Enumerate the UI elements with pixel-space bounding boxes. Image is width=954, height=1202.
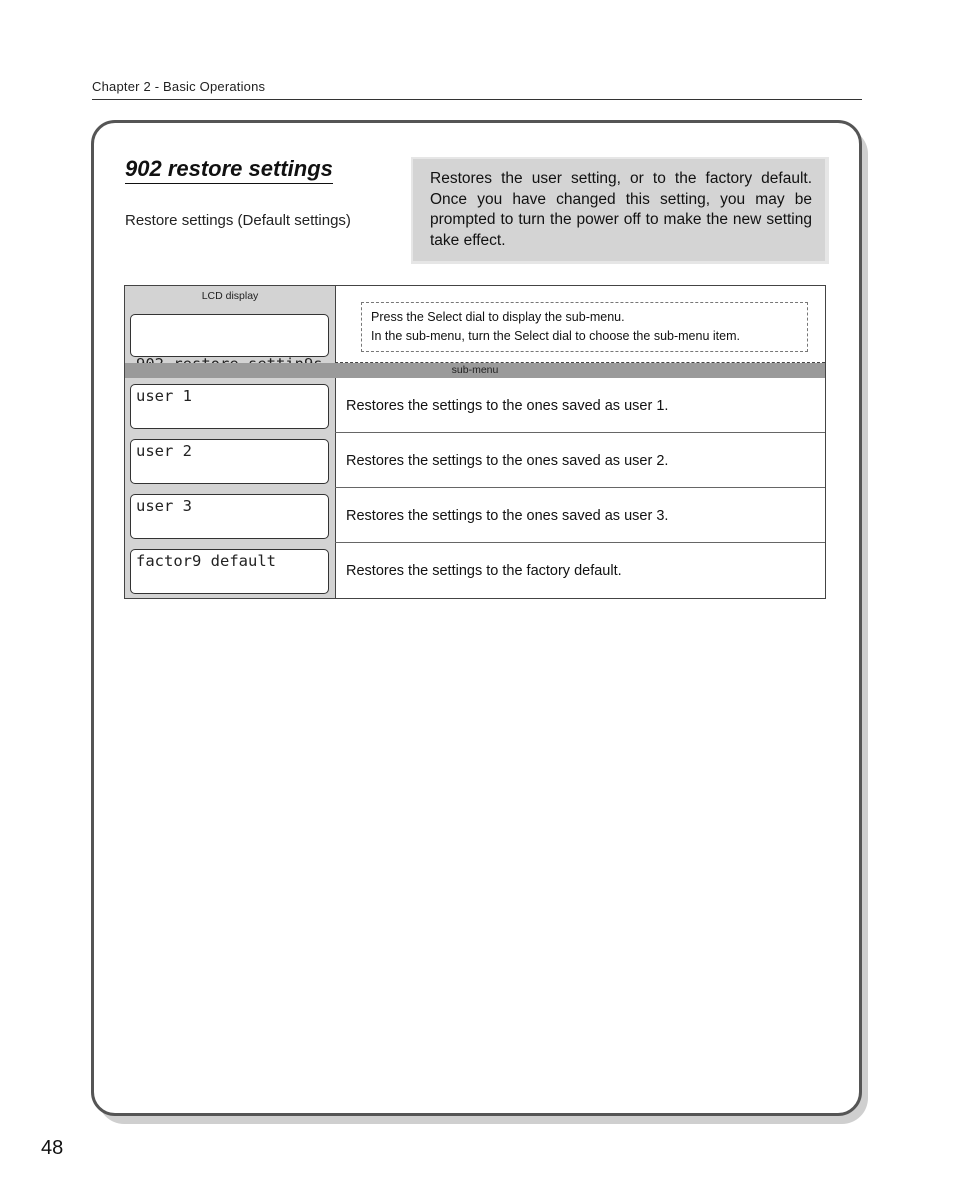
row-description: Restores the settings to the ones saved as user 2. <box>346 452 669 469</box>
page-number: 48 <box>41 1137 64 1159</box>
instruction-box <box>361 302 808 352</box>
submenu-row-user-2 <box>125 433 825 488</box>
lcd-caption: LCD display <box>201 290 259 302</box>
lcd-screen-factory-default: factor9 default <box>130 549 329 594</box>
row-description: Restores the settings to the factory default. <box>346 562 622 579</box>
row-description: Restores the settings to the ones saved as user 3. <box>346 507 669 524</box>
submenu-row-user-1 <box>125 378 825 433</box>
description-box: Restores the user setting, or to the factory default. Once you have changed this setting, you may be prompted to turn the power off to make the new setting take effect. <box>413 159 825 261</box>
submenu-row-user-3 <box>125 488 825 543</box>
content-frame <box>91 120 862 1116</box>
lcd-screen-user-3: user 3 <box>130 494 329 539</box>
section-subtitle: Restore settings (Default settings) <box>125 212 351 229</box>
header-divider <box>92 99 862 100</box>
submenu-row-factory-default <box>125 543 825 598</box>
section-title: 902 restore settings <box>125 156 333 184</box>
lcd-screen-main <box>130 314 329 357</box>
lcd-screen-user-1: user 1 <box>130 384 329 429</box>
chapter-header: Chapter 2 - Basic Operations <box>92 79 266 94</box>
submenu-bar: sub-menu <box>125 363 825 378</box>
instruction-line-2: In the sub-menu, turn the Select dial to choose the sub-menu item. <box>371 329 740 343</box>
instruction-line-1: Press the Select dial to display the sub-menu. <box>371 310 625 324</box>
column-divider <box>335 286 336 363</box>
row-description: Restores the settings to the ones saved as user 1. <box>346 397 669 414</box>
lcd-screen-user-2: user 2 <box>130 439 329 484</box>
settings-table <box>124 285 826 599</box>
